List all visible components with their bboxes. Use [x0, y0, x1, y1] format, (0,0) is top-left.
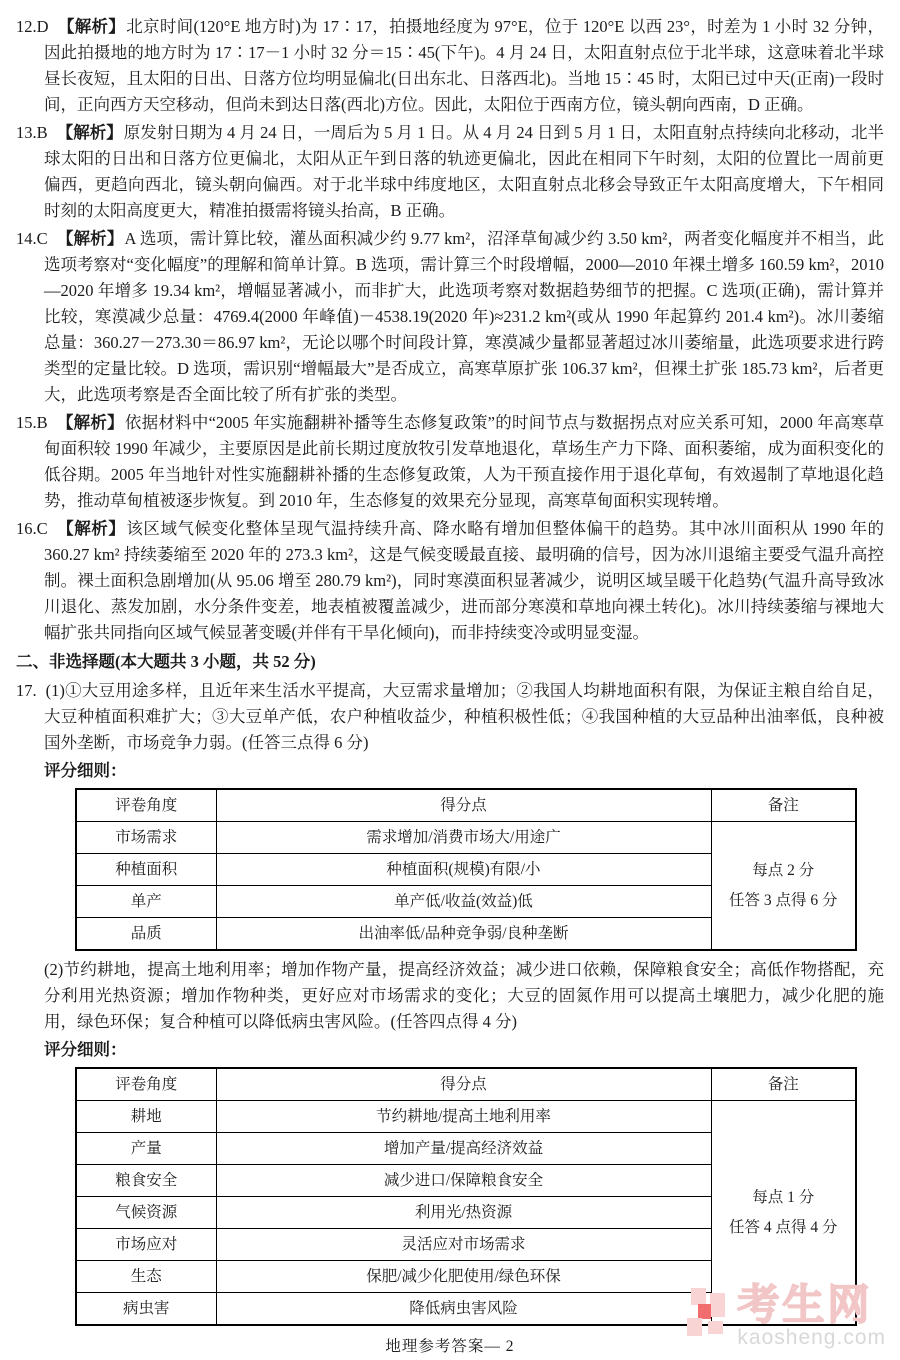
- analysis-text-15: 依据材料中“2005 年实施翻耕补播等生态修复政策”的时间节点与数据拐点对应关系可知，2000 年高寒草甸面积较 1990 年减少，主要原因是此前长期过度放牧引发草地退化，草场生产力下降、面积萎缩，成为面积变化的低谷期。2005 年当地针对性实施翻耕补播的生态修复政策，人为干预直接作用于退化草甸，有效遏制了草地退化趋势，推动草甸植被逐步恢复。到 2010 年，生态修复的效果充分显现，高寒草甸面积实现转增。: [44, 413, 884, 510]
- section-title: 二、非选择题: [16, 652, 115, 671]
- points-cell: 出油率低/品种竞争弱/良种垄断: [216, 918, 711, 951]
- answer-17-part1: [16, 678, 884, 756]
- answer-explanation-14: [16, 226, 884, 408]
- table-row: [76, 822, 856, 854]
- answer-explanation-13: [16, 120, 884, 224]
- rubric-table-2: [75, 1067, 857, 1326]
- angle-cell: 品质: [76, 918, 216, 951]
- rubric-label-1: 评分细则：: [44, 761, 127, 780]
- answer-17-part1-text: (1)①大豆用途多样，且近年来生活水平提高，大豆需求量增加；②我国人均耕地面积有限，为保证主粮自给自足，大豆种植面积难扩大；③大豆单产低，农户种植收益少，种植积极性低；④我国种植的大豆品种出油率低，良种被国外垄断，市场竞争力弱。(任答三点得 6 分): [44, 681, 884, 752]
- angle-cell: 单产: [76, 886, 216, 918]
- page-footer: 地理参考答案— 2: [385, 1338, 515, 1355]
- column-header: 备注: [711, 1068, 856, 1101]
- analysis-label: 【解析】: [56, 519, 126, 538]
- angle-cell: 气候资源: [76, 1197, 216, 1229]
- question-number-13: 13.B: [16, 123, 48, 142]
- question-number-15: 15.B: [16, 413, 48, 432]
- column-header: 得分点: [216, 1068, 711, 1101]
- column-header: 得分点: [216, 789, 711, 822]
- points-cell: 增加产量/提高经济效益: [216, 1133, 711, 1165]
- analysis-label: 【解析】: [56, 229, 124, 248]
- points-cell: 降低病虫害风险: [216, 1293, 711, 1326]
- points-cell: 利用光/热资源: [216, 1197, 711, 1229]
- analysis-text-16: 该区域气候变化整体呈现气温持续升高、降水略有增加但整体偏干的趋势。其中冰川面积从 1990 年的 360.27 km² 持续萎缩至 2020 年的 273.3 km²，这是气候变暖最直接、最明确的信号，因为冰川退缩主要受气温升高控制。裸土面积急剧增加(从 95.06 增至 280.79 km²)，同时寒漠面积显著减少，说明区域呈暖干化趋势(气温升高导致冰川退化、蒸发加剧，水分条件变差，地表植被覆盖减少，进而部分寒漠和草地向裸土转化)。冰川持续萎缩与裸地大幅扩张共同指向区域气候显著变暖(并伴有干旱化倾向)，而非持续变冷或明显变湿。: [44, 519, 885, 642]
- points-cell: 节约耕地/提高土地利用率: [216, 1101, 711, 1133]
- analysis-text-13: 原发射日期为 4 月 24 日，一周后为 5 月 1 日。从 4 月 24 日到 5 月 1 日，太阳直射点持续向北移动，北半球太阳的日出和日落方位更偏北，太阳从正午到日落的轨迹更偏北，因此在相同下午时刻，太阳的位置比一周前更偏西，更趋向西北，镜头朝向偏西。对于北半球中纬度地区，太阳直射点北移会导致正午太阳高度增大，下午相同时刻的太阳高度更大，精准拍摄需将镜头抬高，B 正确。: [44, 123, 885, 220]
- section-note: (本大题共 3 小题，共 52 分): [115, 652, 316, 671]
- points-cell: 单产低/收益(效益)低: [216, 886, 711, 918]
- analysis-label: 【解析】: [56, 413, 124, 432]
- remark-line: 每点 1 分: [752, 1188, 815, 1206]
- angle-cell: 种植面积: [76, 854, 216, 886]
- table-row: [76, 1101, 856, 1133]
- remark-line: 任答 4 点得 4 分: [728, 1218, 838, 1236]
- section-heading: [16, 649, 884, 675]
- points-cell: 种植面积(规模)有限/小: [216, 854, 711, 886]
- remark-line: 任答 3 点得 6 分: [728, 891, 838, 909]
- angle-cell: 耕地: [76, 1101, 216, 1133]
- watermark-site-name: 考生网: [737, 1283, 873, 1329]
- question-number-14: 14.C: [16, 229, 48, 248]
- analysis-label: 【解析】: [57, 17, 126, 36]
- analysis-label: 【解析】: [56, 123, 123, 142]
- answer-explanation-15: [16, 410, 884, 514]
- remark-cell: [711, 822, 856, 951]
- points-cell: 灵活应对市场需求: [216, 1229, 711, 1261]
- column-header: 评卷角度: [76, 1068, 216, 1101]
- points-cell: 减少进口/保障粮食安全: [216, 1165, 711, 1197]
- remark-cell: [711, 1101, 856, 1326]
- analysis-text-14: A 选项，需计算比较，灌丛面积减少约 9.77 km²，沼泽草甸减少约 3.50 km²，两者变化幅度并不相当，此选项考察对“变化幅度”的理解和简单计算。B 选项，需计算三个时段增幅，2000—2010 年裸土增多 160.59 km²，2010—2020 年增多 19.34 km²，增幅显著减小，而非扩大，此选项考察对数据趋势细节的把握。C 选项(正确)，需计算并比较，寒漠减少总量：4769.4(2000 年峰值)－4538.19(2020 年)≈231.2 km²(或从 1990 年起算约 201.4 km²)。冰川萎缩总量：360.27－273.30＝86.97 km²，无论以哪个时间段计算，寒漠减少量都显著超过冰川萎缩量，此选项要求进行跨类型的定量比较。D 选项，需识别“增幅最大”是否成立，高寒草原扩张 106.37 km²，但裸土扩张 185.73 km²，后者更大，此选项考察是否全面比较了所有扩张的类型。: [44, 229, 885, 404]
- answer-explanation-12: [16, 14, 884, 118]
- question-number-17: 17.: [16, 681, 37, 700]
- column-header: 评卷角度: [76, 789, 216, 822]
- analysis-text-12: 北京时间(120°E 地方时)为 17∶17，拍摄地经度为 97°E，位于 120°E 以西 23°，时差为 1 小时 32 分钟，因此拍摄地的地方时为 17∶17－1 小时 32 分＝15∶45(下午)。4 月 24 日，太阳直射点位于北半球，这意味着北半球昼长夜短，且太阳的日出、日落方位均明显偏北(日出东北、日落西北)。当地 15∶45 时，太阳已过中天(正南)一段时间，正向西方天空移动，但尚未到达日落(西北)方位。因此，太阳位于西南方位，镜头朝向西南，D 正确。: [44, 17, 885, 114]
- rubric-label-2: 评分细则：: [44, 1040, 127, 1059]
- angle-cell: 市场应对: [76, 1229, 216, 1261]
- points-cell: 需求增加/消费市场大/用途广: [216, 822, 711, 854]
- angle-cell: 市场需求: [76, 822, 216, 854]
- question-number-12: 12.D: [16, 17, 49, 36]
- table-header-row: [76, 789, 856, 822]
- angle-cell: 粮食安全: [76, 1165, 216, 1197]
- answer-explanation-16: [16, 516, 884, 646]
- answer-17-part2: (2)节约耕地，提高土地利用率；增加作物产量，提高经济效益；减少进口依赖，保障粮食安全；高低作物搭配，充分利用光热资源；增加作物种类，更好应对市场需求的变化；大豆的固氮作用可以提高土壤肥力，减少化肥的施用，绿色环保；复合种植可以降低病虫害风险。(任答四点得 4 分): [44, 960, 884, 1031]
- remark-line: 每点 2 分: [752, 861, 815, 879]
- table-header-row: [76, 1068, 856, 1101]
- points-cell: 保肥/减少化肥使用/绿色环保: [216, 1261, 711, 1293]
- angle-cell: 病虫害: [76, 1293, 216, 1326]
- angle-cell: 产量: [76, 1133, 216, 1165]
- watermark-site-domain: kaosheng.com: [737, 1326, 886, 1349]
- column-header: 备注: [711, 789, 856, 822]
- angle-cell: 生态: [76, 1261, 216, 1293]
- question-number-16: 16.C: [16, 519, 48, 538]
- rubric-table-1: [75, 788, 857, 951]
